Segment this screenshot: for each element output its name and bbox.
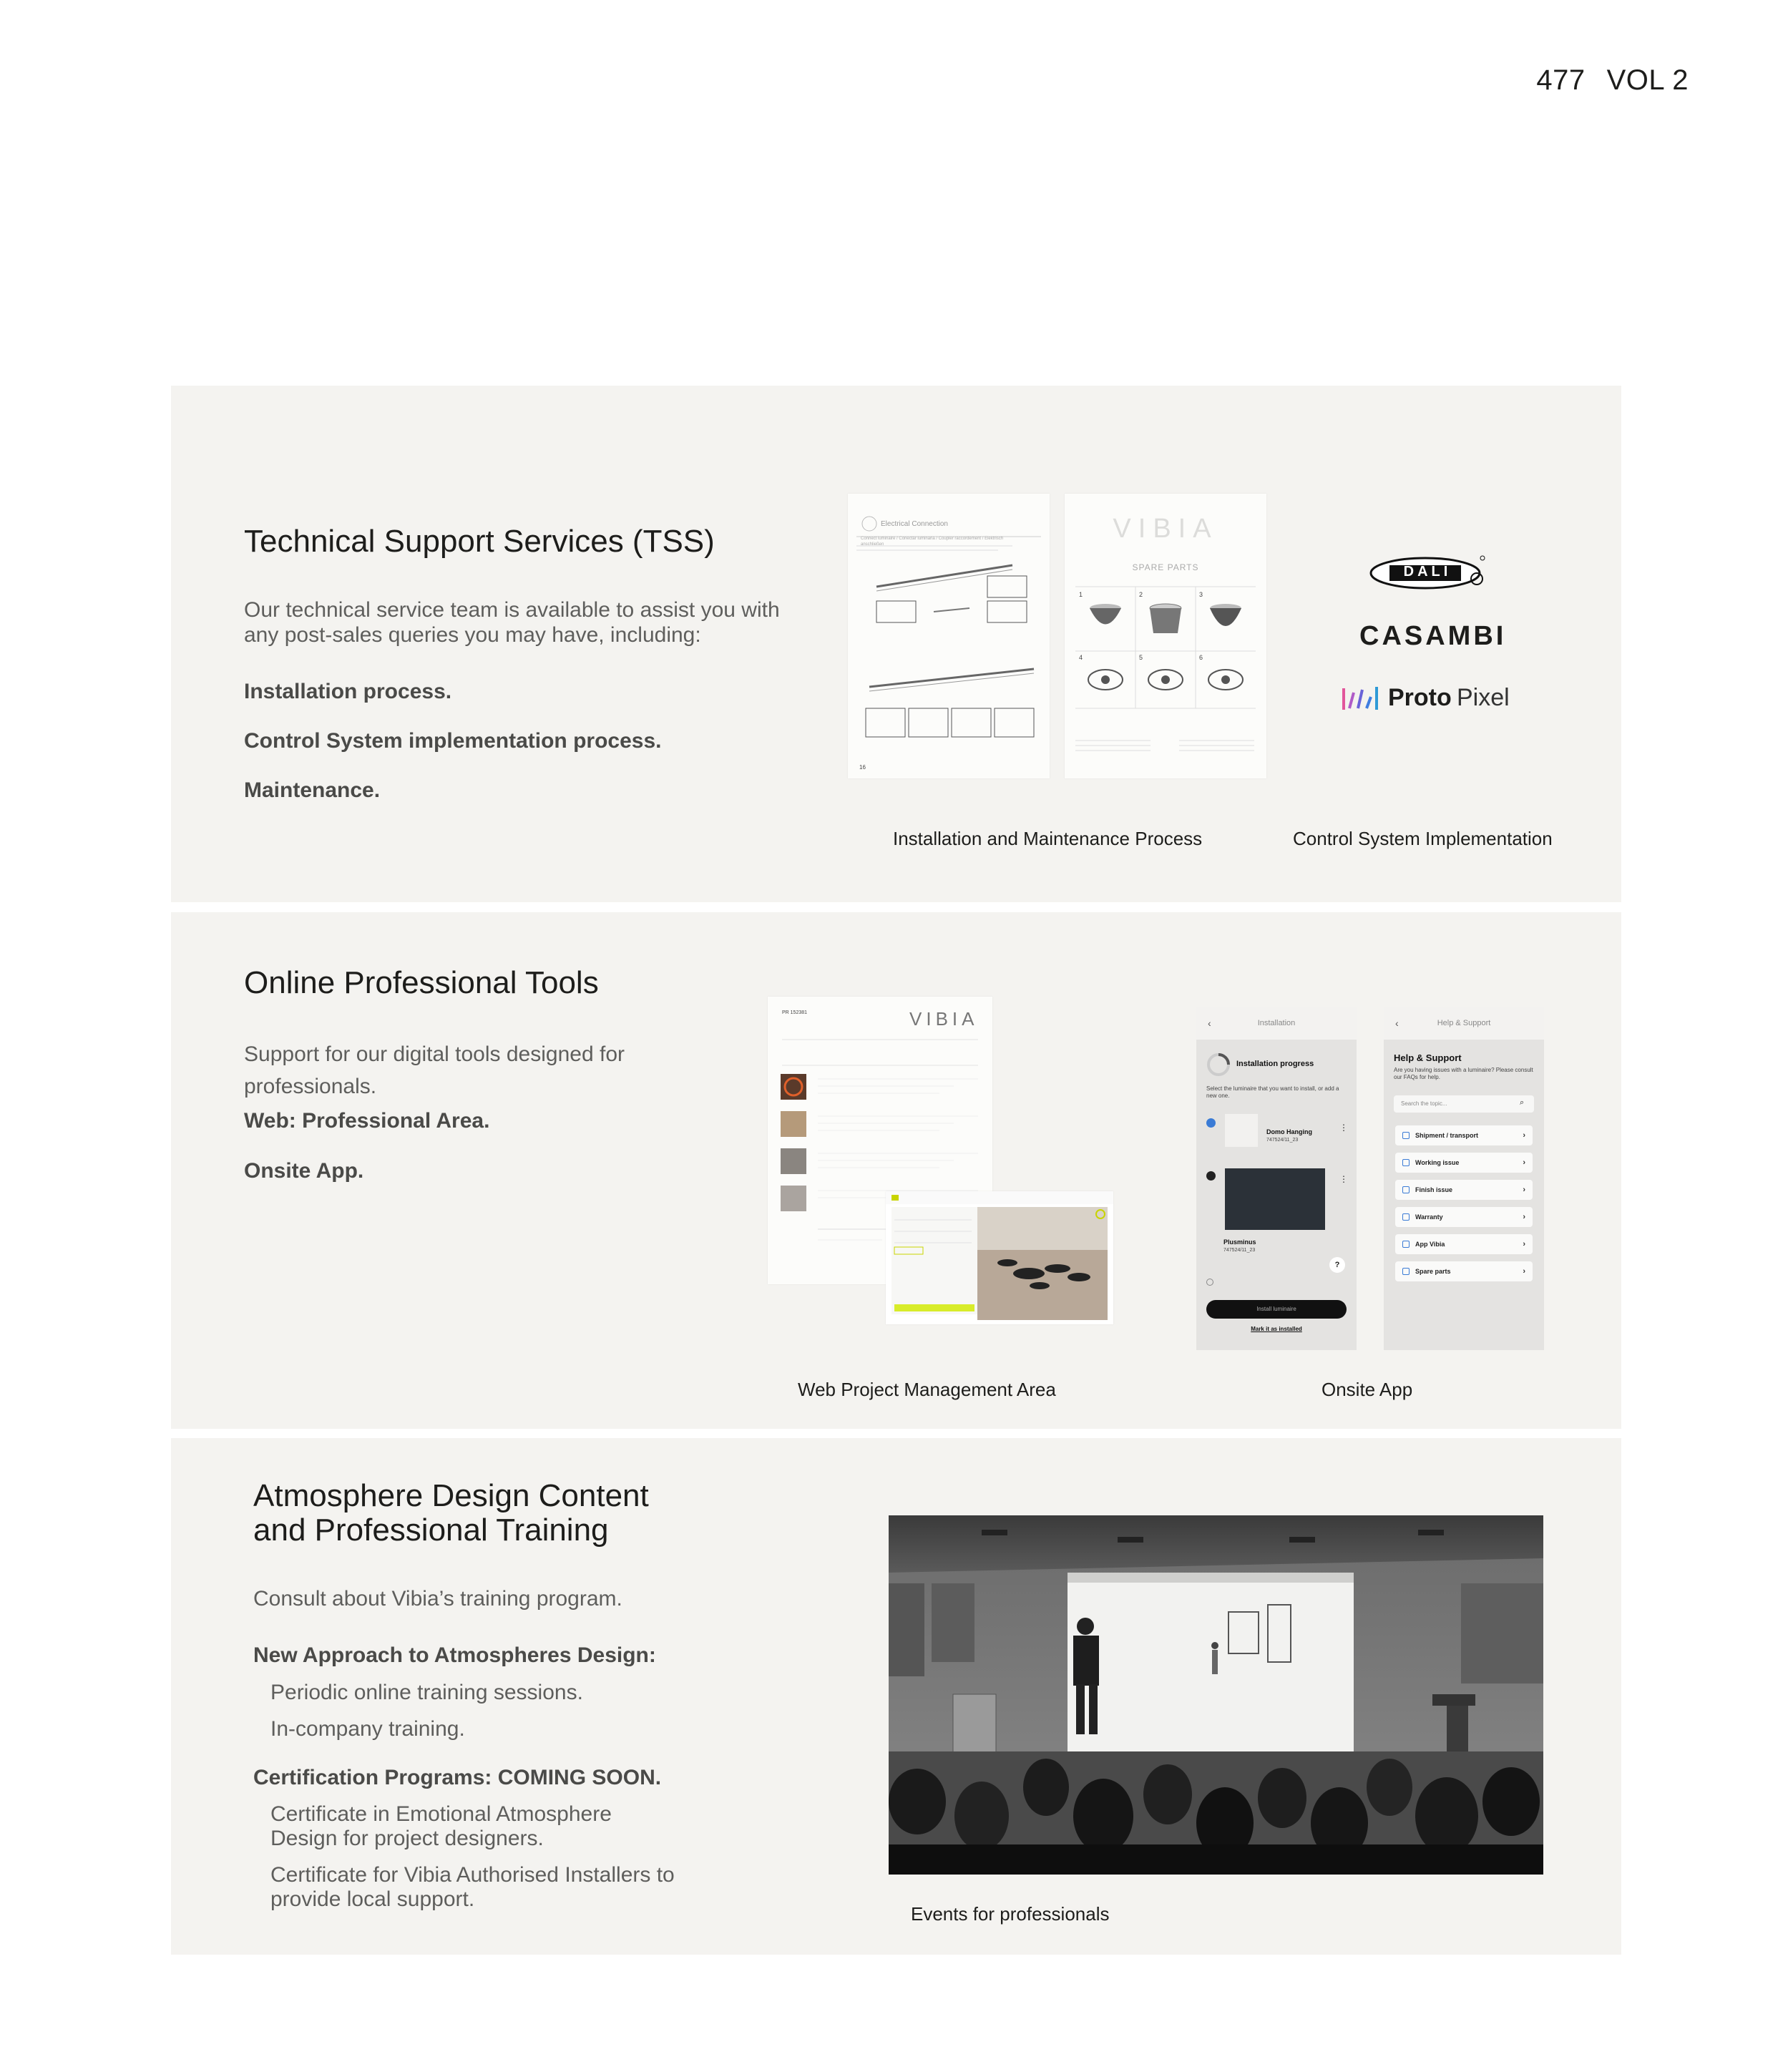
item-radio-icon[interactable] xyxy=(1206,1171,1216,1181)
approach-item-online: Periodic online training sessions. xyxy=(270,1681,583,1704)
install-luminaire-button[interactable]: Install luminaire xyxy=(1206,1300,1347,1319)
protopixel-text-a: Proto xyxy=(1388,684,1452,711)
tss-item-installation: Installation process. xyxy=(244,680,452,703)
spare-num-6: 6 xyxy=(1199,654,1203,661)
item-checked-icon xyxy=(1206,1118,1216,1128)
chevron-right-icon: › xyxy=(1523,1267,1525,1276)
protopixel-mark-icon xyxy=(1339,683,1382,714)
web-configurator-screen xyxy=(886,1191,1113,1324)
chevron-right-icon: › xyxy=(1523,1213,1525,1221)
app-install-desc: Select the luminaire that you want to install, or add a new one. xyxy=(1206,1085,1339,1100)
tss-item-control: Control System implementation process. xyxy=(244,729,662,753)
app-icon xyxy=(1402,1241,1410,1248)
web-sheet-ref: PR 152381 xyxy=(782,1010,808,1015)
manual-subheader: Connect luminaire / Conectar luminaria / Coupler raccordement / Elektrisch anschließen xyxy=(861,537,1004,547)
caption-onsite-app: Onsite App xyxy=(1322,1379,1413,1400)
spare-brand: VIBIA xyxy=(1113,514,1218,544)
chevron-right-icon: › xyxy=(1523,1240,1525,1248)
page-folio xyxy=(1431,64,1689,97)
approach-heading: New Approach to Atmospheres Design: xyxy=(253,1643,656,1667)
cert-heading: Certification Programs: COMING SOON. xyxy=(253,1766,662,1789)
caption-web-area: Web Project Management Area xyxy=(798,1379,1056,1400)
tools-title: Online Professional Tools xyxy=(244,965,599,1000)
cert-item-emotional: Certificate in Emotional Atmosphere Design for project designers. xyxy=(270,1802,612,1850)
app-help-header-text: Help & Support xyxy=(1437,1019,1491,1027)
web-sheet-brand: VIBIA xyxy=(909,1008,979,1030)
item2-more-icon[interactable]: ⋮ xyxy=(1339,1174,1348,1184)
item2-code: 747524/11_23 xyxy=(1223,1248,1256,1253)
item1-code[interactable]: 747524/11_23 xyxy=(1266,1138,1299,1143)
installation-manual-thumbnail xyxy=(848,494,1050,778)
app-install-header-text: Installation xyxy=(1257,1019,1296,1027)
training-title-line1: Atmosphere Design Content xyxy=(253,1478,649,1513)
protopixel-text-b: Pixel xyxy=(1457,684,1510,711)
help-search-input[interactable]: Search the topic... xyxy=(1394,1095,1534,1113)
spare-num-2: 2 xyxy=(1139,591,1143,598)
warranty-icon xyxy=(1402,1213,1410,1221)
help-row-label: Warranty xyxy=(1415,1213,1443,1221)
app-installation-screen xyxy=(1196,1007,1357,1350)
spare-num-4: 4 xyxy=(1079,654,1083,661)
item1-name: Domo Hanging xyxy=(1266,1128,1312,1135)
tss-intro: Our technical service team is available to assist you with any post-sales queries you may have, including: xyxy=(244,598,780,647)
casambi-logo: CASAMBI xyxy=(1359,621,1507,651)
truck-icon xyxy=(1402,1132,1410,1139)
tss-item-maintenance: Maintenance. xyxy=(244,778,381,802)
item2-image xyxy=(1225,1168,1325,1230)
chevron-right-icon: › xyxy=(1523,1186,1525,1194)
issue-icon xyxy=(1402,1159,1410,1166)
volume-label: VOL 2 xyxy=(1606,64,1689,96)
help-row-label: Working issue xyxy=(1415,1159,1460,1166)
tools-intro: Support for our digital tools designed for professionals. xyxy=(244,1042,625,1098)
help-row-label: App Vibia xyxy=(1415,1241,1445,1248)
progress-ring-icon xyxy=(1206,1052,1231,1077)
back-chevron-icon[interactable]: ‹ xyxy=(1395,1017,1399,1029)
dali-logo-text: DALI xyxy=(1403,564,1452,580)
protopixel-logo xyxy=(1339,683,1525,714)
event-photo xyxy=(889,1515,1543,1875)
training-title-line2: and Professional Training xyxy=(253,1513,609,1548)
item2-name: Plusminus xyxy=(1223,1238,1256,1246)
tss-title: Technical Support Services (TSS) xyxy=(244,524,715,559)
caption-installation-maintenance: Installation and Maintenance Process xyxy=(893,828,1203,849)
spare-title: SPARE PARTS xyxy=(1132,562,1199,572)
help-row-working[interactable] xyxy=(1395,1153,1533,1173)
app-install-title: Installation progress xyxy=(1236,1060,1314,1068)
finish-icon xyxy=(1402,1186,1410,1193)
training-intro: Consult about Vibia’s training program. xyxy=(253,1587,622,1611)
spare-parts-thumbnail xyxy=(1065,494,1266,778)
help-row-label: Shipment / transport xyxy=(1415,1132,1479,1139)
approach-item-incompany: In-company training. xyxy=(270,1717,465,1741)
cert-item-installers: Certificate for Vibia Authorised Installers to provide local support. xyxy=(270,1863,675,1911)
chevron-right-icon: › xyxy=(1523,1158,1525,1167)
dali-logo xyxy=(1369,554,1487,592)
help-question-icon[interactable]: ? xyxy=(1329,1257,1345,1273)
app-help-screen xyxy=(1384,1007,1544,1350)
manual-header: Electrical Connection xyxy=(881,520,948,528)
tools-item-app: Onsite App. xyxy=(244,1159,364,1183)
tools-item-web: Web: Professional Area. xyxy=(244,1109,490,1133)
manual-page-number: 16 xyxy=(859,764,866,771)
item1-more-icon[interactable]: ⋮ xyxy=(1339,1123,1348,1133)
app-help-desc: Are you having issues with a luminaire? Please consult our FAQs for help. xyxy=(1394,1067,1533,1081)
help-row-finish[interactable] xyxy=(1395,1180,1533,1200)
back-chevron-icon: ‹ xyxy=(1208,1017,1211,1029)
caption-events: Events for professionals xyxy=(911,1903,1110,1925)
help-row-shipment[interactable] xyxy=(1395,1125,1533,1145)
chevron-right-icon: › xyxy=(1523,1131,1525,1140)
app-help-header xyxy=(1384,1007,1544,1040)
app-help-title: Help & Support xyxy=(1394,1052,1462,1063)
page-number: 477 xyxy=(1536,64,1586,96)
spare-parts-icon xyxy=(1402,1268,1410,1275)
spare-num-1: 1 xyxy=(1079,591,1083,598)
search-icon[interactable]: ⌕ xyxy=(1520,1098,1525,1107)
help-row-warranty[interactable] xyxy=(1395,1207,1533,1227)
spare-num-3: 3 xyxy=(1199,591,1203,598)
help-row-label: Finish issue xyxy=(1415,1186,1453,1193)
caption-control-system: Control System Implementation xyxy=(1293,828,1553,849)
help-row-app[interactable] xyxy=(1395,1234,1533,1254)
spare-num-5: 5 xyxy=(1139,654,1143,661)
item1-thumbnail xyxy=(1225,1114,1258,1147)
mark-installed-link[interactable]: Mark it as installed xyxy=(1251,1326,1302,1332)
help-row-label: Spare parts xyxy=(1415,1268,1451,1275)
help-row-spare[interactable] xyxy=(1395,1261,1533,1281)
app-install-header xyxy=(1196,1007,1357,1040)
item3-radio-icon[interactable] xyxy=(1206,1279,1213,1286)
